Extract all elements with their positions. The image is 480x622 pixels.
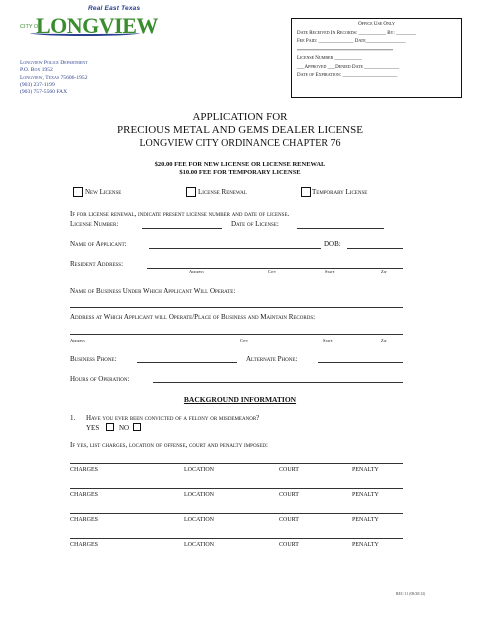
- temporary-license-checkbox[interactable]: [301, 187, 311, 197]
- background-heading: BACKGROUND INFORMATION: [183, 395, 297, 404]
- temporary-license-label: Temporary License: [312, 188, 368, 196]
- new-license-checkbox[interactable]: [73, 187, 83, 197]
- applicant-name-label: Name of Applicant:: [70, 240, 127, 248]
- form-number: REC-11 (08/20/12): [396, 592, 426, 596]
- dob-label: DOB:: [324, 240, 341, 248]
- business-phone-label: Business Phone:: [70, 355, 117, 363]
- charges-line-3[interactable]: [70, 513, 403, 514]
- hours-label: Hours of Operation:: [70, 375, 130, 383]
- logo-city-of: CITY OF: [20, 24, 42, 30]
- charges-col-header: CHARGES: [70, 492, 99, 498]
- resident-city-sublabel: City: [268, 269, 276, 274]
- dob-field[interactable]: [347, 248, 403, 249]
- alternate-phone-label: Alternate Phone:: [246, 355, 298, 363]
- charges-col-header: CHARGES: [70, 542, 99, 548]
- resident-state-sublabel: State: [325, 269, 335, 274]
- fee-line-2: $10.00 FEE FOR TEMPORARY LICENSE: [179, 169, 301, 176]
- charges-line-1[interactable]: [70, 463, 403, 464]
- department-address: [20, 60, 88, 96]
- renewal-license-number-field[interactable]: [142, 228, 222, 229]
- renewal-date-label: Date of License:: [231, 220, 279, 228]
- date-received-label: Date Received In Records:: [297, 30, 358, 36]
- business-address-sublabel: Address: [70, 338, 85, 343]
- court-col-header: COURT: [279, 517, 299, 523]
- department-line: Longview Police Department: [20, 60, 88, 66]
- charges-line-4[interactable]: [70, 538, 403, 539]
- location-col-header: LOCATION: [184, 542, 214, 548]
- penalty-col-header: PENALTY: [352, 467, 379, 473]
- logo-wordmark: LONGVIEW: [36, 13, 158, 38]
- license-renewal-checkbox[interactable]: [186, 187, 196, 197]
- yes-checkbox[interactable]: [106, 423, 114, 431]
- question-1-text: Have you ever been convicted of a felony or misdemeanor?: [86, 414, 260, 422]
- location-col-header: LOCATION: [184, 467, 214, 473]
- court-col-header: COURT: [279, 492, 299, 498]
- office-expiration-row: Date of Expiration: ______________________: [297, 73, 398, 78]
- office-approval-row: ___Approved ___Denied Date ______________: [297, 64, 400, 70]
- title-line-2: PRECIOUS METAL AND GEMS DEALER LICENSE: [117, 124, 363, 136]
- office-divider-stars: ************************************************: [297, 47, 393, 53]
- business-state-sublabel: State: [323, 338, 333, 343]
- fee-paid-label: Fee Paid:: [297, 39, 318, 44]
- new-license-label: New License: [85, 188, 122, 196]
- by-label: By:: [387, 30, 395, 36]
- business-name-label: Name of Business Under Which Applicant Will Operate:: [70, 287, 236, 295]
- business-address-field[interactable]: [70, 334, 403, 335]
- yes-label: YES: [86, 424, 100, 432]
- penalty-col-header: PENALTY: [352, 542, 379, 548]
- logo-swoosh: [30, 30, 140, 36]
- court-col-header: COURT: [279, 467, 299, 473]
- office-license-number-row: License Number ___________: [297, 56, 362, 61]
- date-expiration-label: Date of Expiration:: [297, 73, 342, 78]
- charges-line-2[interactable]: [70, 488, 403, 489]
- logo-tagline: Real East Texas: [88, 5, 141, 12]
- renewal-date-field[interactable]: [297, 228, 384, 229]
- business-name-field[interactable]: [70, 307, 403, 308]
- business-zip-sublabel: Zip: [381, 338, 387, 343]
- resident-address-sublabel: Address: [189, 269, 204, 274]
- applicant-name-field[interactable]: [149, 248, 321, 249]
- business-address-label: Address at Which Applicant will Operate/Place of Business and Maintain Records:: [70, 313, 316, 321]
- no-checkbox[interactable]: [133, 423, 141, 431]
- hours-field[interactable]: [153, 382, 403, 383]
- title-line-1: APPLICATION FOR: [192, 111, 288, 123]
- title-line-3: LONGVIEW CITY ORDINANCE CHAPTER 76: [139, 138, 341, 149]
- date2-label: Date: [351, 64, 363, 70]
- department-line: Longview, Texas 75606-1952: [20, 74, 88, 81]
- no-label: NO: [119, 424, 130, 432]
- resident-address-label: Resident Address:: [70, 260, 124, 268]
- office-fee-paid-row: Fee Paid: ______________ Date________________: [297, 39, 406, 44]
- charges-col-header: CHARGES: [70, 517, 99, 523]
- license-number-label: License Number: [297, 56, 334, 61]
- renewal-instruction: If for license renewal, indicate present license number and date of license.: [70, 210, 290, 218]
- department-line: (903) 757-5560 FAX: [20, 89, 68, 96]
- renewal-license-number-label: License Number:: [70, 220, 119, 228]
- resident-zip-sublabel: Zip: [381, 269, 387, 274]
- fee-line-1: $20.00 FEE FOR NEW LICENSE OR LICENSE RENEWAL: [154, 161, 326, 168]
- business-phone-field[interactable]: [137, 362, 237, 363]
- location-col-header: LOCATION: [184, 517, 214, 523]
- location-col-header: LOCATION: [184, 492, 214, 498]
- alternate-phone-field[interactable]: [318, 362, 403, 363]
- department-line: P.O. Box 1952: [20, 67, 53, 74]
- question-1-number: 1.: [70, 414, 76, 422]
- charges-col-header: CHARGES: [70, 467, 99, 473]
- department-line: (903) 237-1199: [20, 81, 55, 88]
- office-date-received-row: Date Received In Records: ___________ By: ________: [297, 30, 417, 36]
- office-use-box: [291, 18, 462, 98]
- business-city-sublabel: City: [240, 338, 248, 343]
- court-col-header: COURT: [279, 542, 299, 548]
- if-yes-instruction: If yes, list charges, location of offense, court and penalty imposed:: [70, 441, 268, 449]
- penalty-col-header: PENALTY: [352, 517, 379, 523]
- date-label: Date: [354, 39, 366, 44]
- office-use-heading: Office Use Only: [358, 22, 395, 27]
- approved-label: Approved: [304, 64, 327, 70]
- penalty-col-header: PENALTY: [352, 492, 379, 498]
- denied-label: Denied: [335, 64, 351, 70]
- license-renewal-label: License Renewal: [198, 188, 247, 196]
